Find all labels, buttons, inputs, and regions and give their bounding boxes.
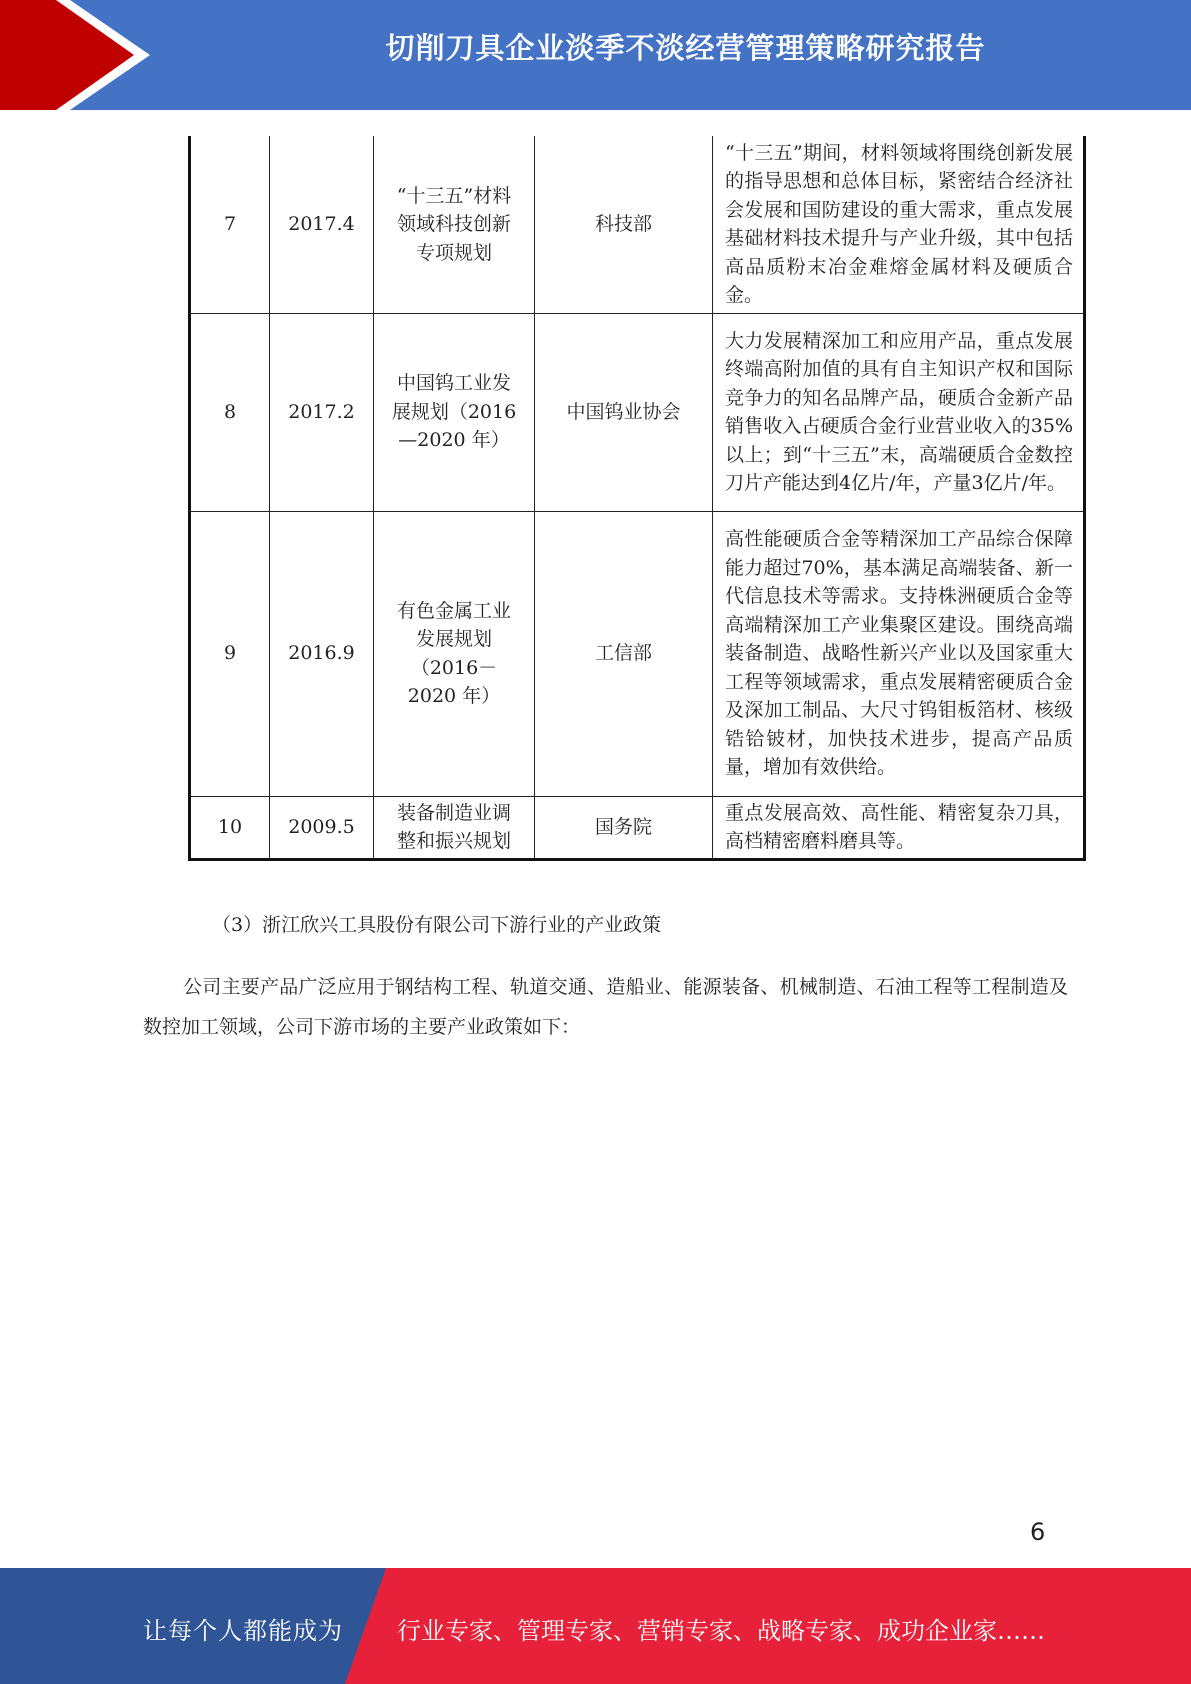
policy-name: 装备制造业调整和振兴规划	[374, 796, 535, 859]
policy-name: 有色金属工业发展规划（2016－2020 年）	[374, 511, 535, 796]
footer-slogan-right: 行业专家、管理专家、营销专家、战略专家、成功企业家……	[397, 1617, 1045, 1645]
table-row	[190, 796, 1085, 859]
body-paragraph: 公司主要产品广泛应用于钢结构工程、轨道交通、造船业、能源装备、机械制造、石油工程等工程制造及数控加工领域，公司下游市场的主要产业政策如下：	[143, 976, 1068, 1038]
table-row	[190, 136, 1085, 313]
page-footer	[0, 1568, 1191, 1684]
page-number: 6	[1030, 1518, 1046, 1546]
release-date: 2017.2	[270, 313, 374, 511]
policy-name: “十三五”材料领域科技创新专项规划	[374, 136, 535, 313]
policy-table	[188, 136, 1086, 861]
policy-content: 高性能硬质合金等精深加工产品综合保障能力超过70%，基本满足高端装备、新一代信息技术等需求。支持株洲硬质合金等高端精深加工产业集聚区建设。围绕高端装备制造、战略性新兴产业以及国家重大工程等领域需求，重点发展精密硬质合金及深加工制品、大尺寸钨钼板箔材、核级锆铪铍材，加快技术进步，提高产品质量，增加有效供给。	[713, 511, 1085, 796]
release-date: 2016.9	[270, 511, 374, 796]
issuing-department: 国务院	[535, 796, 713, 859]
issuing-department: 中国钨业协会	[535, 313, 713, 511]
page-header	[0, 0, 1191, 110]
row-number: 9	[190, 511, 270, 796]
section-heading: （3）浙江欣兴工具股份有限公司下游行业的产业政策	[212, 914, 662, 936]
row-number: 10	[190, 796, 270, 859]
chevron-red	[0, 0, 134, 110]
release-date: 2017.4	[270, 136, 374, 313]
issuing-department: 科技部	[535, 136, 713, 313]
issuing-department: 工信部	[535, 511, 713, 796]
row-number: 7	[190, 136, 270, 313]
policy-content: “十三五”期间，材料领域将围绕创新发展的指导思想和总体目标，紧密结合经济社会发展和国防建设的重大需求，重点发展基础材料技术提升与产业升级，其中包括高品质粉末冶金难熔金属材料及硬质合金。	[713, 136, 1085, 313]
policy-name: 中国钨工业发展规划（2016—2020 年）	[374, 313, 535, 511]
policy-content: 重点发展高效、高性能、精密复杂刀具，高档精密磨料磨具等。	[713, 796, 1085, 859]
release-date: 2009.5	[270, 796, 374, 859]
policy-content: 大力发展精深加工和应用产品，重点发展终端高附加值的具有自主知识产权和国际竞争力的知名品牌产品，硬质合金新产品销售收入占硬质合金行业营业收入的35%以上；到“十三五”末，高端硬质合金数控刀片产能达到4亿片/年，产量3亿片/年。	[713, 313, 1085, 511]
row-number: 8	[190, 313, 270, 511]
footer-slogan-left: 让每个人都能成为	[143, 1617, 343, 1645]
table-row	[190, 313, 1085, 511]
table-row	[190, 511, 1085, 796]
document-title: 切削刀具企业淡季不淡经营管理策略研究报告	[385, 31, 986, 65]
chevron-decoration	[0, 0, 160, 110]
